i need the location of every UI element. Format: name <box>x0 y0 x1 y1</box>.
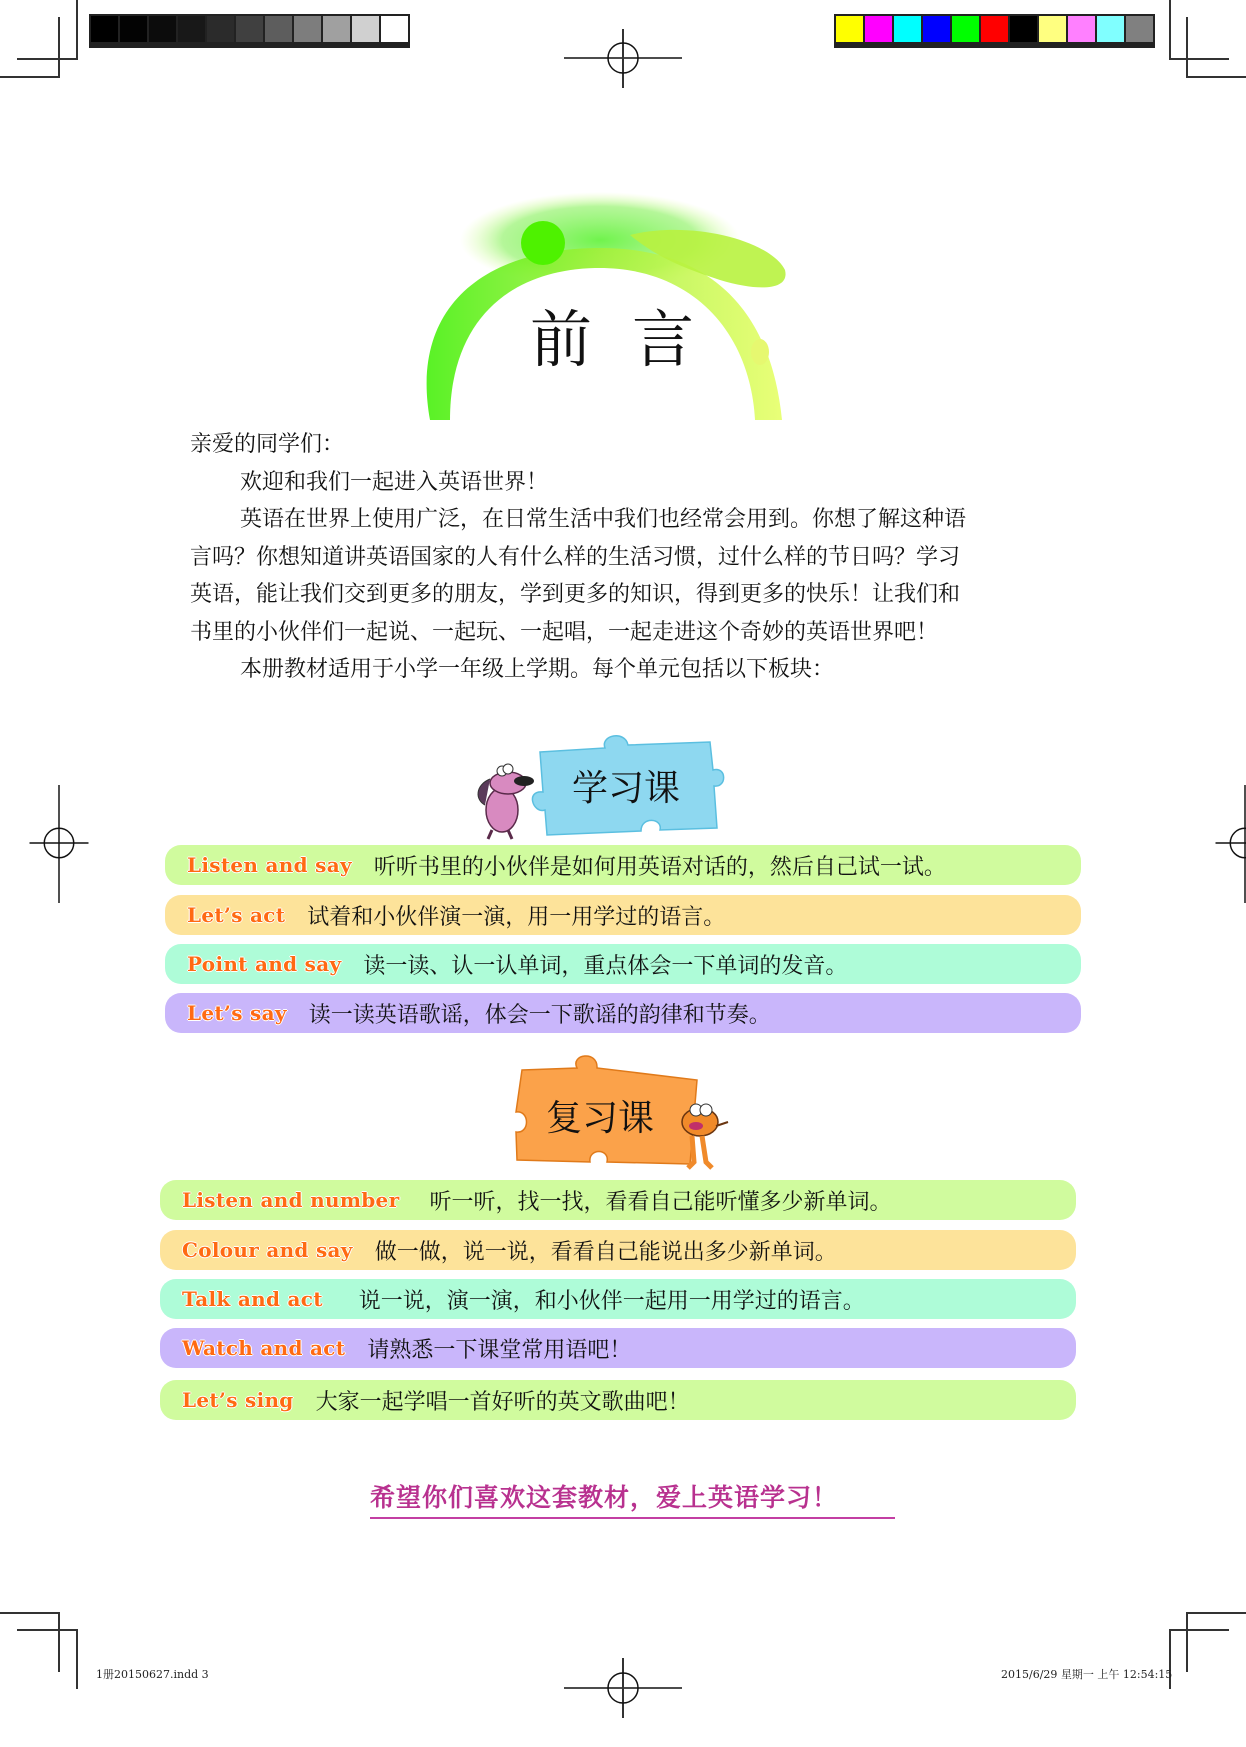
gray-swatch <box>178 16 205 42</box>
module-row-lets-act <box>165 895 1081 935</box>
color-swatch <box>865 16 892 42</box>
gray-swatch <box>91 16 118 42</box>
module-row-lets-say <box>165 993 1081 1033</box>
gray-swatch <box>265 16 292 42</box>
color-swatch <box>836 16 863 42</box>
learning-section-header <box>495 730 725 840</box>
intro-line: 书里的小伙伴们一起说、一起玩、一起唱，一起走进这个奇妙的英语世界吧！ <box>190 619 939 645</box>
module-description: 读一读英语歌谣，体会一下歌谣的韵律和节奏。 <box>308 1002 771 1028</box>
module-description: 说一说，演一演，和小伙伴一起用一用学过的语言。 <box>358 1288 865 1314</box>
grayscale-bar <box>89 14 410 48</box>
gray-swatch <box>323 16 350 42</box>
intro-text <box>190 426 1075 689</box>
module-row-listen-and-say <box>165 845 1081 885</box>
module-row-point-and-say <box>165 944 1081 984</box>
page-title: 前言 <box>530 303 735 376</box>
closing-message: 希望你们喜欢这套教材，爱上英语学习！ <box>370 1478 895 1519</box>
gray-swatch <box>381 16 408 42</box>
module-name: Colour and say <box>182 1238 353 1262</box>
module-name: Watch and act <box>182 1336 346 1360</box>
cat-mascot-icon <box>672 1092 732 1172</box>
color-swatch <box>923 16 950 42</box>
module-description: 听一听，找一找，看看自己能听懂多少新单词。 <box>429 1189 892 1215</box>
gray-swatch <box>120 16 147 42</box>
file-slug: 1册20150627.indd 3 <box>96 1668 209 1681</box>
intro-line: 英语，能让我们交到更多的朋友，学到更多的知识，得到更多的快乐！让我们和 <box>190 582 961 607</box>
gray-swatch <box>207 16 234 42</box>
intro-line: 言吗？你想知道讲英语国家的人有什么样的生活习惯，过什么样的节日吗？学习 <box>190 544 961 570</box>
dog-mascot-icon <box>470 755 540 840</box>
module-name: Let’s say <box>187 1001 287 1025</box>
module-description: 请熟悉一下课堂常用语吧！ <box>367 1337 632 1363</box>
module-row-colour-and-say <box>160 1230 1076 1270</box>
print-timestamp: 2015/6/29 星期一 上午 12:54:15 <box>1001 1668 1173 1681</box>
color-swatch <box>1039 16 1066 42</box>
module-description: 大家一起学唱一首好听的英文歌曲吧！ <box>315 1389 690 1415</box>
gray-swatch <box>236 16 263 42</box>
salutation: 亲爱的同学们： <box>190 432 345 457</box>
registration-mark-bottom <box>564 1629 682 1747</box>
module-row-listen-and-number <box>160 1180 1076 1220</box>
review-section-label: 复习课 <box>546 1098 655 1139</box>
color-swatch <box>1068 16 1095 42</box>
registration-mark-left <box>0 785 118 903</box>
module-description: 做一做，说一说，看看自己能说出多少新单词。 <box>374 1239 837 1265</box>
welcome-line: 欢迎和我们一起进入英语世界！ <box>240 469 549 495</box>
color-swatch <box>1126 16 1153 42</box>
review-section-header <box>512 1052 727 1167</box>
module-row-lets-sing <box>160 1380 1076 1420</box>
module-description: 试着和小伙伴演一演，用一用学过的语言。 <box>307 904 726 930</box>
intro-line: 英语在世界上使用广泛，在日常生活中我们也经常会用到。你想了解这种语 <box>240 507 967 532</box>
color-swatch <box>1010 16 1037 42</box>
registration-mark-right <box>1186 785 1246 903</box>
module-name: Point and say <box>187 952 342 976</box>
title-decoration <box>390 180 800 420</box>
gray-swatch <box>352 16 379 42</box>
module-row-talk-and-act <box>160 1279 1076 1319</box>
module-row-watch-and-act <box>160 1328 1076 1368</box>
color-swatch <box>1097 16 1124 42</box>
module-name: Listen and say <box>187 853 352 877</box>
color-swatch <box>981 16 1008 42</box>
module-description: 读一读、认一认单词，重点体会一下单词的发音。 <box>363 953 848 979</box>
module-name: Listen and number <box>182 1188 400 1212</box>
module-name: Let’s act <box>187 903 286 927</box>
color-swatch <box>952 16 979 42</box>
module-name: Let’s sing <box>182 1388 294 1412</box>
gray-swatch <box>294 16 321 42</box>
module-description: 听听书里的小伙伴是如何用英语对话的，然后自己试一试。 <box>373 854 946 880</box>
registration-mark-top <box>564 0 682 118</box>
module-name: Talk and act <box>182 1287 323 1311</box>
color-swatch <box>894 16 921 42</box>
learning-section-label: 学习课 <box>572 768 681 809</box>
scope-line: 本册教材适用于小学一年级上学期。每个单元包括以下板块： <box>240 657 835 682</box>
color-bar <box>834 14 1155 48</box>
gray-swatch <box>149 16 176 42</box>
